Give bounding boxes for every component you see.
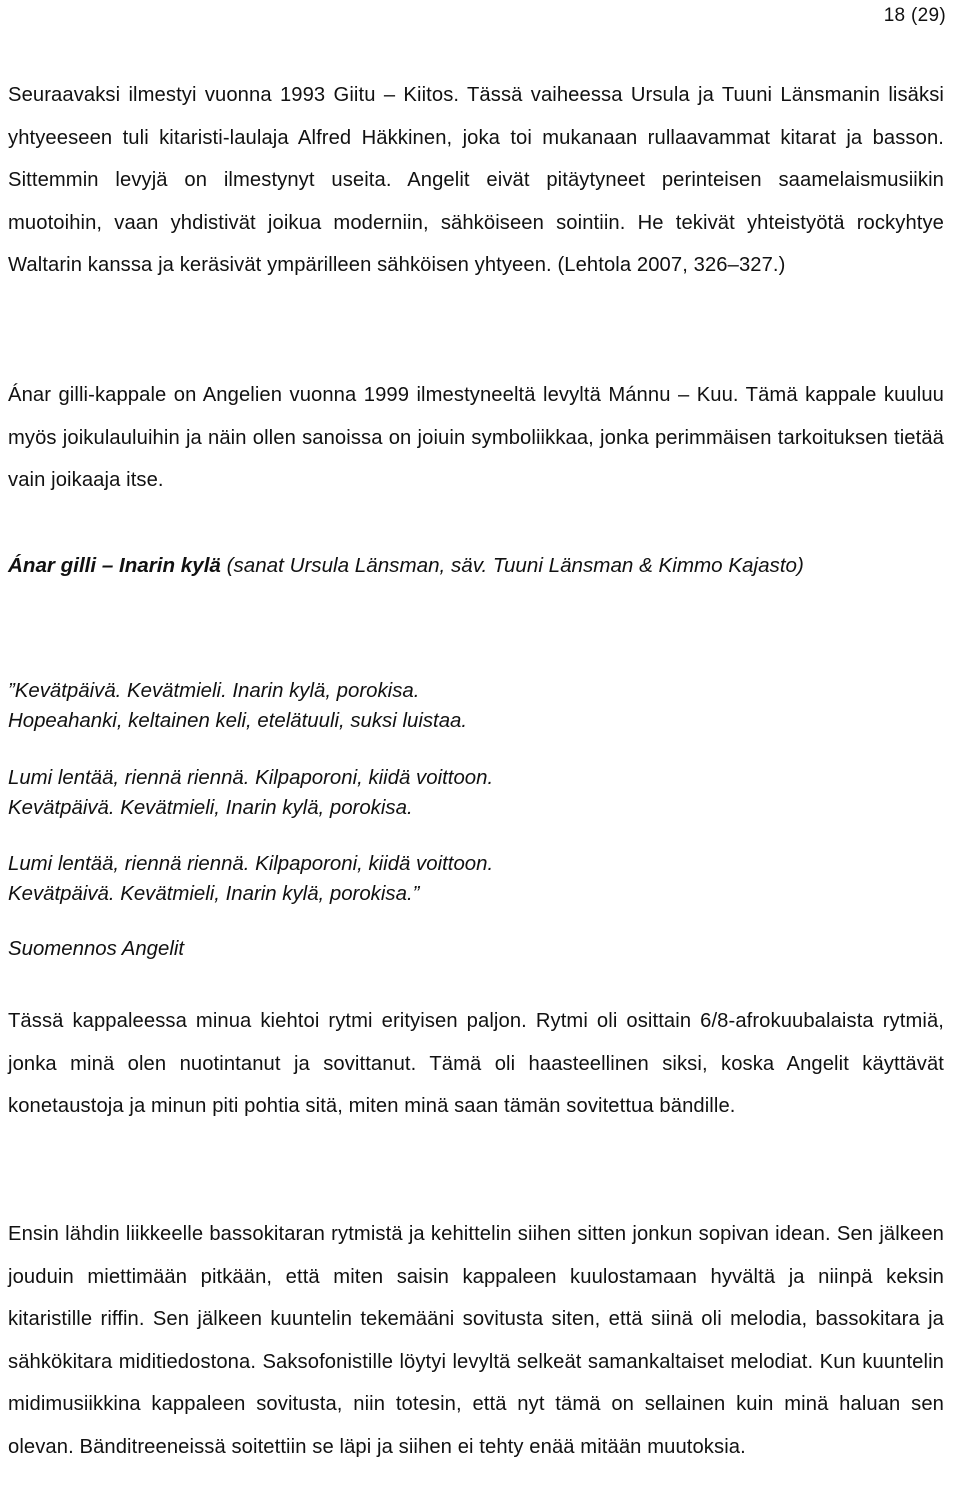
- lyrics-line: Hopeahanki, keltainen keli, etelätuuli, suksi luistaa.: [8, 710, 468, 732]
- song-heading: [8, 545, 944, 588]
- paragraph-anar-gilli-intro: Ánar gilli-kappale on Angelien vuonna 1999 ilmestyneeltä levyltä Mánnu – Kuu. Tämä kappale kuuluu myös joikulauluihin ja näin ollen sanoissa on joiuin symboliikkaa, jonka perimmäisen tarkoituksen tietää vain joikaaja itse.: [8, 384, 944, 492]
- lyrics-stanza-2: [8, 763, 944, 823]
- lyrics-line: Lumi lentää, riennä riennä. Kilpaporoni, kiidä voittoon.: [8, 853, 494, 875]
- paragraph-arrangement-process: Ensin lähdin liikkeelle bassokitaran rytmistä ja kehittelin siihen sitten jonkun sopivan idean. Sen jälkeen jouduin miettimään pitkään, että miten saisin kappaleen kuulostamaan hyvältä ja niinpä keksin kitaristille riffin. Sen jälkeen kuuntelin tekemääni sovitusta siten, että siinä oli melodia, bassokitara ja sähkökitara miditiedostona. Saksofonistille löytyi levyltä selkeät samankaltaiset melodiat. Kun kuuntelin midimusiikkina kappaleen sovitusta, niin totesin, että nyt tämä on sellainen kuin minä haluan sen olevan. Bänditreeneissä soitettiin se läpi ja siihen ei tehty enää mitään muutoksia.: [8, 1223, 944, 1458]
- lyrics-line: Kevätpäivä. Kevätmieli, Inarin kylä, porokisa.”: [8, 883, 420, 905]
- paragraph-angelit-history: Seuraavaksi ilmestyi vuonna 1993 Giitu – Kiitos. Tässä vaiheessa Ursula ja Tuuni Länsmanin lisäksi yhtyeeseen tuli kitaristi-laulaja Alfred Häkkinen, joka toi mukanaan rullaavammat kitarat ja basson. Sittemmin levyjä on ilmestynyt useita. Angelit eivät pitäytyneet perinteisen saamelaismusiikin muotoihin, vaan yhdistivät joikua moderniin, sähköiseen sointiin. He tekivät yhteistyötä rockyhtye Waltarin kanssa ja keräsivät ympärilleen sähköisen yhtyeen. (Lehtola 2007, 326–327.): [8, 84, 944, 277]
- page-number: 18 (29): [883, 5, 946, 26]
- paragraph-rhythm: Tässä kappaleessa minua kiehtoi rytmi erityisen paljon. Rytmi oli osittain 6/8-afrokuubalaista rytmiä, jonka minä olen nuotintanut ja sovittanut. Tämä oli haasteellinen siksi, koska Angelit käyttävät konetaustoja ja minun piti pohtia sitä, miten minä saan tämän sovitettua bändille.: [8, 1010, 944, 1118]
- song-title: Ánar gilli – Inarin kylä: [8, 554, 221, 577]
- lyrics-line: ”Kevätpäivä. Kevätmieli. Inarin kylä, porokisa.: [8, 680, 420, 702]
- lyrics-line: Lumi lentää, riennä riennä. Kilpaporoni, kiidä voittoon.: [8, 767, 494, 789]
- lyrics-stanza-3: [8, 849, 944, 909]
- translation-credit: Suomennos Angelit: [8, 938, 185, 960]
- lyrics-stanza-1: [8, 676, 944, 736]
- lyrics-line: Kevätpäivä. Kevätmieli, Inarin kylä, porokisa.: [8, 797, 413, 819]
- song-credits: (sanat Ursula Länsman, säv. Tuuni Länsman & Kimmo Kajasto): [220, 554, 804, 577]
